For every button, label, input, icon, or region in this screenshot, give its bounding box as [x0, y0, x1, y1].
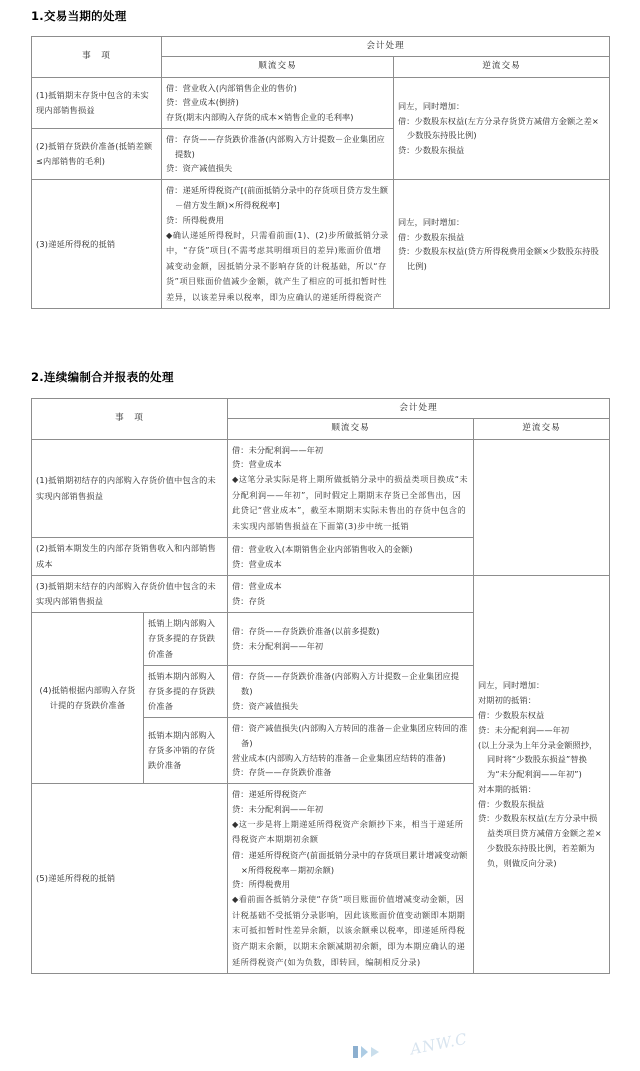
header-upstream: 逆流交易: [474, 419, 610, 439]
row-downstream-cell: [162, 77, 394, 128]
section-1-title: 1.交易当期的处理: [31, 9, 127, 23]
entry-line: 营业成本(内部购入方结转的准备－企业集团应结转的准备): [232, 752, 446, 763]
entry-line: 借：少数股东损益: [398, 231, 465, 242]
entry-line: (以上分录为上年分录金额照抄，同时将“少数股东损益”替换为“未分配利润——年初”): [478, 739, 598, 780]
row-upstream-cell: [394, 180, 610, 309]
table-row: [32, 77, 610, 128]
entry-line: 借：少数股东权益: [478, 710, 545, 721]
table-row: [32, 439, 610, 538]
header-item: 事 项: [32, 37, 162, 78]
entry-line: 借：少数股东损益: [478, 798, 545, 809]
row-item-label: (5)递延所得税的抵销: [32, 784, 228, 974]
row-subitem-label: 抵销本期内部购入存货多冲销的存货跌价准备: [144, 718, 228, 784]
row-upstream-cell: [474, 575, 610, 973]
header-downstream: 顺流交易: [228, 419, 474, 439]
entry-line: 贷：营业成本: [232, 459, 282, 470]
row-upstream-cell-empty: [474, 439, 610, 575]
entry-line: 同左，同时增加：: [478, 680, 545, 691]
row-item-label: (2)抵销本期发生的内部存货销售收入和内部销售成本: [32, 538, 228, 575]
row-item-label: (3)递延所得税的抵销: [32, 180, 162, 309]
entry-line: 对本期的抵销：: [478, 783, 537, 794]
row-downstream-cell: [162, 180, 394, 309]
entry-line: 贷：存货——存货跌价准备: [232, 767, 332, 778]
table-current-period: [31, 36, 610, 309]
section-2-title: 2.连续编制合并报表的处理: [31, 370, 174, 384]
entry-line: 贷：资产减值损失: [166, 163, 233, 174]
row-item-label: (1)抵销期末存货中包含的未实现内部销售损益: [32, 77, 162, 128]
entry-line: 贷：营业成本(倒挤): [166, 97, 239, 108]
entry-line: 贷：资产减值损失: [232, 700, 299, 711]
row-subitem-label: 抵销本期内部购入存货多提的存货跌价准备: [144, 665, 228, 718]
entry-line: 存货(期末内部购入存货的成本×销售企业的毛利率): [166, 112, 354, 123]
entry-line: 借：营业收入(内部销售企业的售价): [166, 82, 297, 93]
entry-line: 贷：未分配利润——年初: [232, 640, 324, 651]
entry-line: 贷：未分配利润——年初: [232, 804, 324, 815]
row-downstream-cell: [228, 718, 474, 784]
entry-line: 同左，同时增加：: [398, 100, 465, 111]
row-subitem-label: 抵销上期内部购入存货多提的存货跌价准备: [144, 613, 228, 666]
entry-line: 借：递延所得税资产(前面抵销分录中的存货项目累计增减变动额×所得税税率－期初余额): [232, 849, 468, 875]
entry-line: 贷：存货: [232, 595, 266, 606]
row-downstream-cell: [228, 665, 474, 718]
entry-line: 贷：少数股东权益(贷方所得税费用金额×少数股东持股比例): [398, 246, 599, 272]
entry-line: 借：递延所得税资产[(前面抵销分录中的存货项目贷方发生额－借方发生额)×所得税税率]: [166, 185, 389, 210]
row-downstream-cell: [228, 439, 474, 538]
entry-note: ◆看前面各抵销分录使“存货”项目账面价值增减变动金额，因计税基础不受抵销分录影响，因此该账面价值变动额即本期期末可抵扣暂时性差异余额，以该余额乘以税率，即递延所得税资产期末余额，以期末余额减期初余额，即为本期应确认的递延所得税资产(如为负数，即转回，编制相反分录): [232, 894, 466, 967]
row-item-label: (4)抵销根据内部购入存货计提的存货跌价准备: [32, 613, 144, 784]
entry-note: ◆这笔分录实际是将上期所做抵销分录中的损益类项目换成“未分配利润——年初”，同时假定上期期末存货已全部售出，因此贷记“营业成本”，截至本期期末实际未售出的存货中包含的未实现内部销售损益在下面第(3)步中统一抵销: [232, 474, 469, 531]
entry-line: 贷：所得税费用: [166, 214, 225, 225]
watermark: [352, 1029, 592, 1071]
entry-line: 同左，同时增加：: [398, 216, 465, 227]
row-item-label: (2)抵销存货跌价准备(抵销差额≤内部销售的毛利): [32, 128, 162, 179]
entry-line: 贷：未分配利润——年初: [478, 724, 570, 735]
row-upstream-cell: [394, 77, 610, 180]
row-downstream-cell: [228, 613, 474, 666]
row-downstream-cell: [228, 784, 474, 974]
table-header-row: [32, 399, 610, 419]
row-item-label: (3)抵销期末结存的内部购入存货价值中包含的未实现内部销售损益: [32, 575, 228, 612]
table-continuous-consolidation: [31, 398, 610, 974]
watermark-text: ANW.C: [408, 1029, 470, 1059]
entry-line: 借：存货——存货跌价准备(内部购入方计提数－企业集团应提数): [166, 133, 385, 159]
row-downstream-cell: [162, 128, 394, 179]
table-header-row: [32, 37, 610, 57]
entry-line: 借：递延所得税资产: [232, 789, 307, 800]
entry-line: 贷：所得税费用: [232, 879, 291, 890]
entry-line: 借：少数股东权益(左方分录存货贷方减借方金额之差×少数股东持股比例): [398, 115, 599, 141]
entry-line: 借：营业成本: [232, 581, 282, 592]
header-accounting: 会计处理: [162, 37, 610, 57]
watermark-logo-icon: [352, 1043, 398, 1061]
entry-note: ◆这一步是将上期递延所得税资产余额抄下来，相当于递延所得税资产本期期初余额: [232, 818, 464, 845]
entry-line: 贷：少数股东损益: [398, 145, 465, 156]
table-row: [32, 180, 610, 309]
entry-line: 贷：营业成本: [232, 558, 282, 569]
row-downstream-cell: [228, 538, 474, 575]
header-item: 事 项: [32, 399, 228, 440]
header-downstream: 顺流交易: [162, 57, 394, 77]
entry-line: 借：未分配利润——年初: [232, 444, 324, 455]
entry-line: 对期初的抵销：: [478, 695, 537, 706]
entry-note: ◆确认递延所得税时，只需看前面(1)、(2)步所做抵销分录中，“存货”项目(不需考虑其明细项目的差异)账面价值增减变动金额，因抵销分录不影响存货的计税基础，所以“存货”项目账面价值减少金额，就产生了相应的可抵扣暂时性差异，以该差异乘以税率，即为应确认的递延所得税资产: [166, 229, 389, 302]
entry-line: 借：资产减值损失(内部购入方转回的准备－企业集团应转回的准备): [232, 723, 468, 748]
header-accounting: 会计处理: [228, 399, 610, 419]
entry-line: 借：存货——存货跌价准备(以前多提数): [232, 626, 380, 637]
entry-line: 贷：少数股东权益(左方分录中损益类项目贷方减借方金额之差×少数股东持股比例，若差额为负，则做反向分录): [478, 813, 602, 868]
table-row: [32, 575, 610, 612]
entry-line: 借：营业收入(本期销售企业内部销售收入的金额): [232, 543, 413, 554]
entry-line: 借：存货——存货跌价准备(内部购入方计提数－企业集团应提数): [232, 671, 460, 697]
row-downstream-cell: [228, 575, 474, 612]
header-upstream: 逆流交易: [394, 57, 610, 77]
row-item-label: (1)抵销期初结存的内部购入存货价值中包含的未实现内部销售损益: [32, 439, 228, 538]
